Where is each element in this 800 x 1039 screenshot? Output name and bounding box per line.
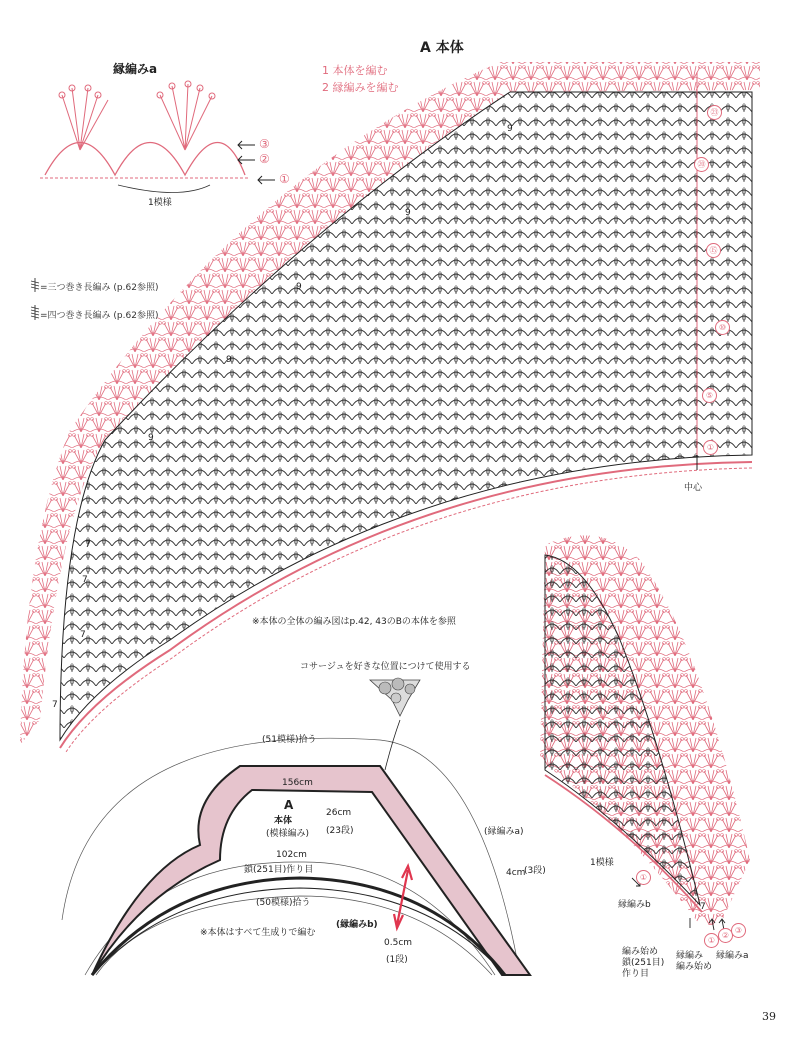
- row-nine-marker: 9: [296, 282, 302, 292]
- row-marker-10: ⑩: [715, 320, 730, 335]
- center-label: 中心: [684, 483, 703, 493]
- corner-foundation: 作り目: [622, 969, 650, 979]
- corner-chain-251: 鎖(251目): [622, 958, 665, 968]
- row-marker-1: ①: [703, 440, 718, 455]
- edging-a-row-1: ①: [279, 172, 290, 186]
- legend-symbols: [31, 278, 39, 320]
- schematic-rows-23: (23段): [326, 826, 354, 836]
- corner-start-chain: 編み始め: [622, 947, 659, 957]
- edging-a-sample: [40, 81, 275, 193]
- step-2: 2 縁編みを編む: [322, 81, 399, 94]
- corsage-illustration: [370, 678, 420, 716]
- corner-repeat-label: 1模様: [590, 858, 614, 868]
- corner-marker-m1: ①: [704, 933, 719, 948]
- corner-edging-label: 縁編み: [676, 951, 704, 961]
- schematic-label-body: 本体: [274, 816, 293, 826]
- schematic-label-a: A: [284, 798, 294, 812]
- corner-seven: 7: [700, 902, 706, 912]
- schematic-chain-251: 鎖(251目)作り目: [244, 865, 314, 875]
- corner-marker-1: ①: [636, 870, 651, 885]
- corner-edging-a: 縁編みa: [716, 951, 749, 961]
- row-seven-marker: 7: [85, 540, 91, 550]
- row-marker-15: ⑮: [706, 243, 721, 258]
- row-nine-marker: 9: [405, 208, 411, 218]
- schematic-width-102: 102cm: [276, 850, 307, 860]
- row-seven-marker: 7: [52, 700, 58, 710]
- schematic-depth-26: 26cm: [326, 808, 352, 818]
- corsage-note: コサージュを好きな位置につけて使用する: [300, 662, 471, 672]
- corner-edging-b: 縁編みb: [618, 900, 651, 910]
- legend-triple-treble: =三つ巻き長編み (p.62参照): [40, 283, 159, 293]
- note-whole-chart: ※本体の全体の編み図はp.42, 43のBの本体を参照: [252, 617, 456, 627]
- step-1: 1 本体を編む: [322, 64, 388, 77]
- row-nine-marker: 9: [148, 433, 154, 443]
- row-nine-marker: 9: [507, 124, 513, 134]
- schematic-width-156: 156cm: [282, 778, 313, 788]
- schematic-label-edging-b: (縁編みb): [336, 920, 378, 930]
- schematic-edge-05: 0.5cm: [384, 938, 413, 948]
- legend-quadruple-treble: =四つ巻き長編み (p.62参照): [40, 311, 159, 321]
- corner-marker-m2: ②: [718, 928, 733, 943]
- schematic-pickup-51: (51模様)拾う: [262, 735, 317, 745]
- schematic-rows-3: (3段): [524, 866, 546, 876]
- edging-a-row-2: ②: [259, 152, 270, 166]
- schematic-edge-4cm: 4cm: [506, 868, 526, 878]
- corner-marker-m3: ③: [731, 923, 746, 938]
- edging-a-repeat-label: 1模様: [148, 198, 172, 208]
- schematic-pickup-50: (50模様)拾う: [256, 898, 311, 908]
- schematic-rows-1: (1段): [386, 955, 408, 965]
- schematic-label-pattern: (模様編み): [266, 829, 310, 839]
- corner-edging-start: 編み始め: [676, 962, 713, 972]
- edging-a-row-3: ③: [259, 137, 270, 151]
- row-seven-marker: 7: [80, 630, 86, 640]
- schematic-label-edging-a: (縁編みa): [484, 827, 524, 837]
- row-nine-marker: 9: [226, 355, 232, 365]
- row-marker-5: ⑤: [702, 388, 717, 403]
- row-marker-23: ㉓: [707, 105, 722, 120]
- row-seven-marker: 7: [82, 575, 88, 585]
- page-number: 39: [762, 1010, 776, 1023]
- schematic-note-all: ※本体はすべて生成りで編む: [200, 928, 316, 938]
- row-marker-20: ⑳: [694, 157, 709, 172]
- edging-a-title: 縁編みa: [113, 62, 158, 76]
- page-title: A 本体: [420, 40, 464, 56]
